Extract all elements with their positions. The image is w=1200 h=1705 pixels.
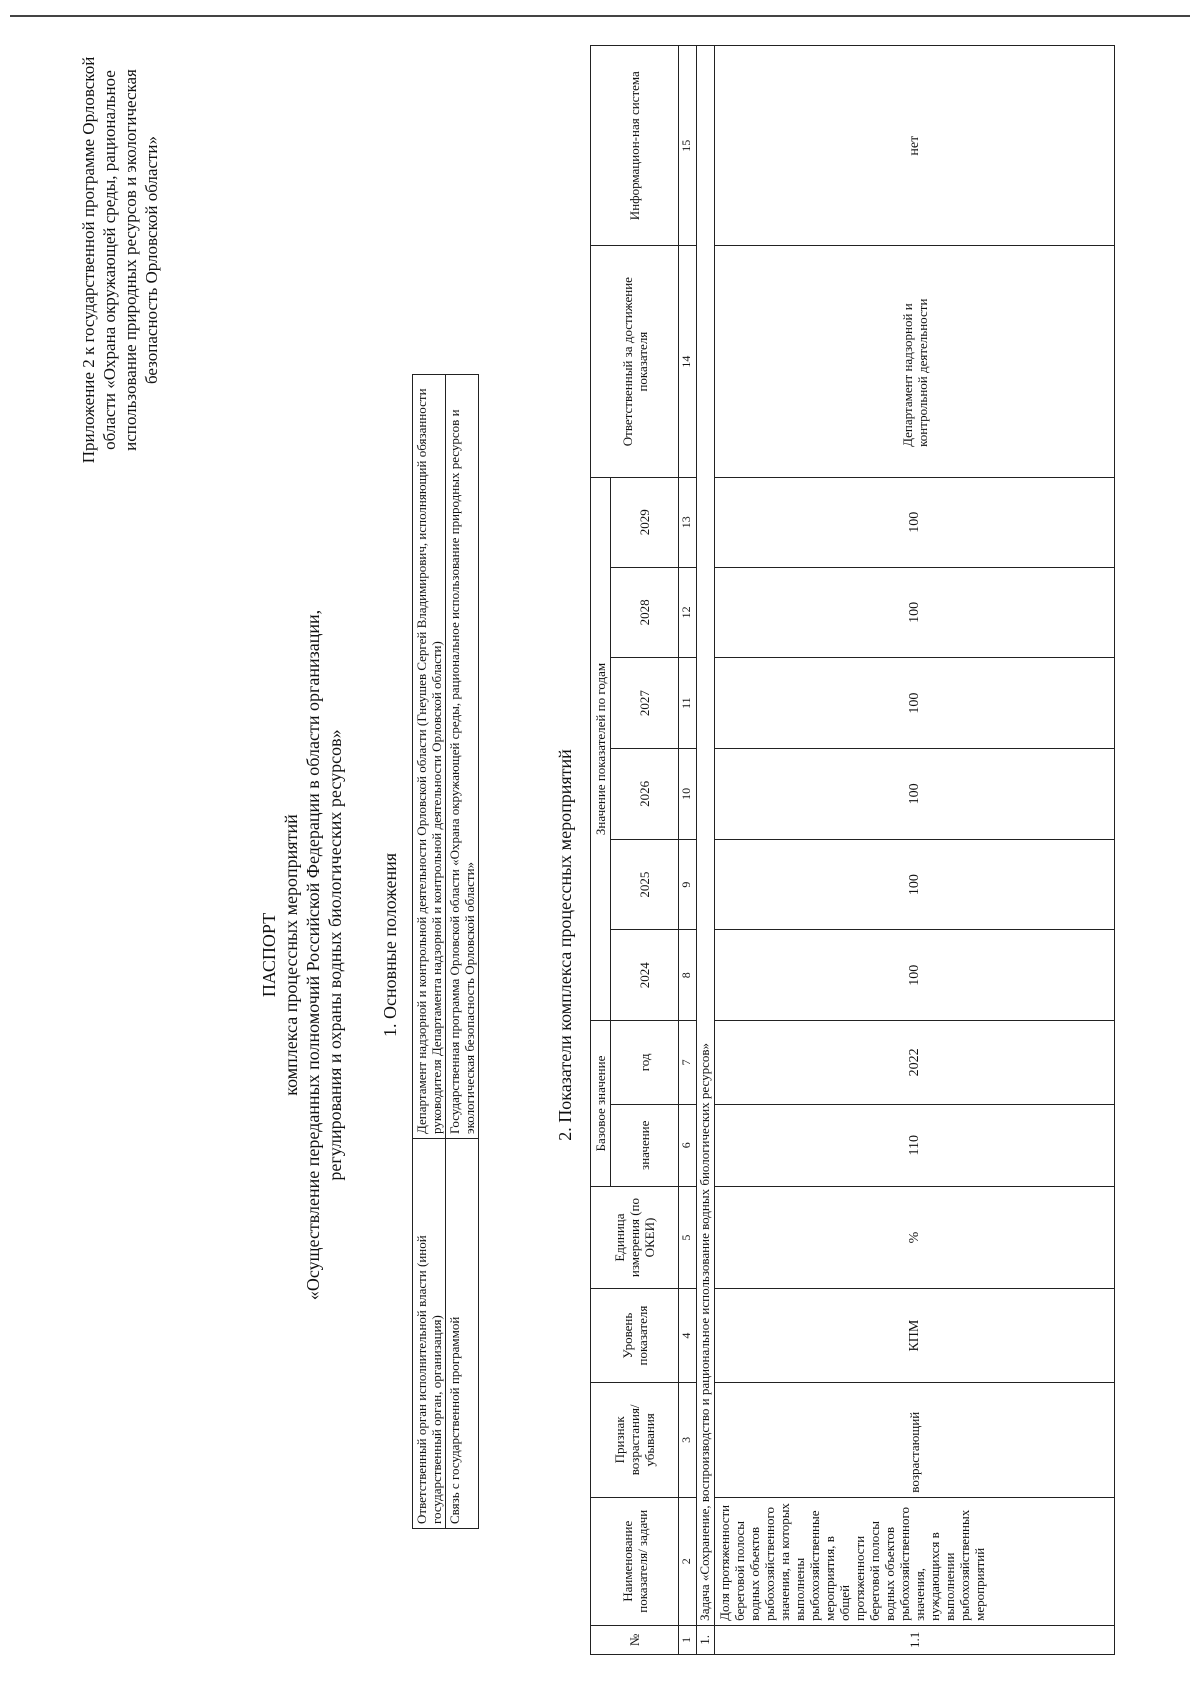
table-row [446,375,479,1529]
section-2-heading: 2. Показатели комплекса процессных мероприятий [555,749,575,1141]
section-1-heading: 1. Основные положения [380,853,400,1037]
column-number: 11 [679,658,697,749]
header-base-year: год [611,1021,679,1104]
indicator-unit: % [715,1186,1115,1288]
column-number: 2 [679,1497,697,1625]
column-number: 15 [679,46,697,246]
title-line-1: ПАСПОРТ [259,912,279,998]
header-year-2026: 2026 [611,749,679,840]
header-sign: Признак возрастания/ убывания [591,1383,679,1498]
header-year-2025: 2025 [611,839,679,930]
indicator-value-2026: 100 [715,749,1115,840]
column-number: 5 [679,1186,697,1288]
row-value: Департамент надзорной и контрольной деятельности Орловской области (Гнеушев Сергей Владимирович, исполняющий обязанности руководителя Департамента надзорной и контрольной деятельности Орловской области) [413,375,446,1139]
row-label: Связь с государственной программой [446,1139,479,1529]
column-numbers-row [679,46,697,1655]
column-number: 6 [679,1104,697,1186]
indicators-table [590,45,1115,1655]
header-level: Уровень показателя [591,1289,679,1383]
indicator-value-2024: 100 [715,930,1115,1021]
header-year-2027: 2027 [611,658,679,749]
indicator-base-year: 2022 [715,1021,1115,1104]
column-number: 4 [679,1289,697,1383]
indicator-base-value: 110 [715,1104,1115,1186]
header-unit: Единица измерения (по ОКЕИ) [591,1186,679,1288]
column-number: 13 [679,477,697,567]
title-line-3: «Осуществление переданных полномочий Российской Федерации в области организации, [303,609,323,1301]
row-label: Ответственный орган исполнительной власти (иной государственный орган, организация) [413,1139,446,1529]
document-title [258,505,346,1405]
header-year-2029: 2029 [611,477,679,567]
indicator-sign: возрастающий [715,1383,1115,1498]
column-number: 8 [679,930,697,1021]
task-text: Задача «Сохранение, воспроизводство и рациональное использование водных биологических ресурсов» [697,46,715,1626]
header-name: Наименование показателя/ задачи [591,1497,679,1625]
column-number: 10 [679,749,697,840]
column-number: 1 [679,1625,697,1654]
indicator-value-2029: 100 [715,477,1115,567]
header-base-value: значение [611,1104,679,1186]
indicator-row [715,46,1115,1655]
header-row [591,46,611,1655]
indicator-value-2027: 100 [715,658,1115,749]
basic-provisions-table [412,374,479,1529]
column-number: 3 [679,1383,697,1498]
indicator-level: КПМ [715,1289,1115,1383]
header-values-by-year: Значение показателей по годам [591,477,611,1020]
appendix-note: Приложение 2 к государственной программе Орловской области «Охрана окружающей среды, рациональное использование природных ресурсов и экологическая безопасность Орловской области» [79,56,161,464]
row-value: Государственная программа Орловской области «Охрана окружающей среды, рациональное использование природных ресурсов и экологическая безопасность Орловской области» [446,375,479,1139]
column-number: 14 [679,246,697,478]
indicator-responsible: Департамент надзорной и контрольной деятельности [715,246,1115,478]
indicator-value-2028: 100 [715,567,1115,658]
column-number: 12 [679,567,697,658]
task-num: 1. [697,1625,715,1654]
header-year-2028: 2028 [611,567,679,658]
indicator-name: Доля протяженности береговой полосы водных объектов рыбохозяйственного значения, на которых выполнены рыбохозяйственные мероприятия, в общей протяженности береговой полосы водных объектов рыбохозяйственного значения, нуждающихся в выполнении рыбохозяйственных мероприятий [715,1497,1115,1625]
header-info-system: Информацион-ная система [591,46,679,246]
indicator-value-2025: 100 [715,839,1115,930]
table-row [413,375,446,1529]
indicator-info-system: нет [715,46,1115,246]
column-number: 7 [679,1021,697,1104]
title-line-2: комплекса процессных мероприятий [281,814,301,1096]
scan-edge-line [10,15,1190,17]
header-year-2024: 2024 [611,930,679,1021]
header-num: № [591,1625,679,1654]
column-number: 9 [679,839,697,930]
header-responsible: Ответственный за достижение показателя [591,246,679,478]
title-line-4: регулирования и охраны водных биологических ресурсов» [325,729,345,1181]
task-row [697,46,715,1655]
header-base: Базовое значение [591,1021,611,1187]
indicator-num: 1.1 [715,1625,1115,1654]
